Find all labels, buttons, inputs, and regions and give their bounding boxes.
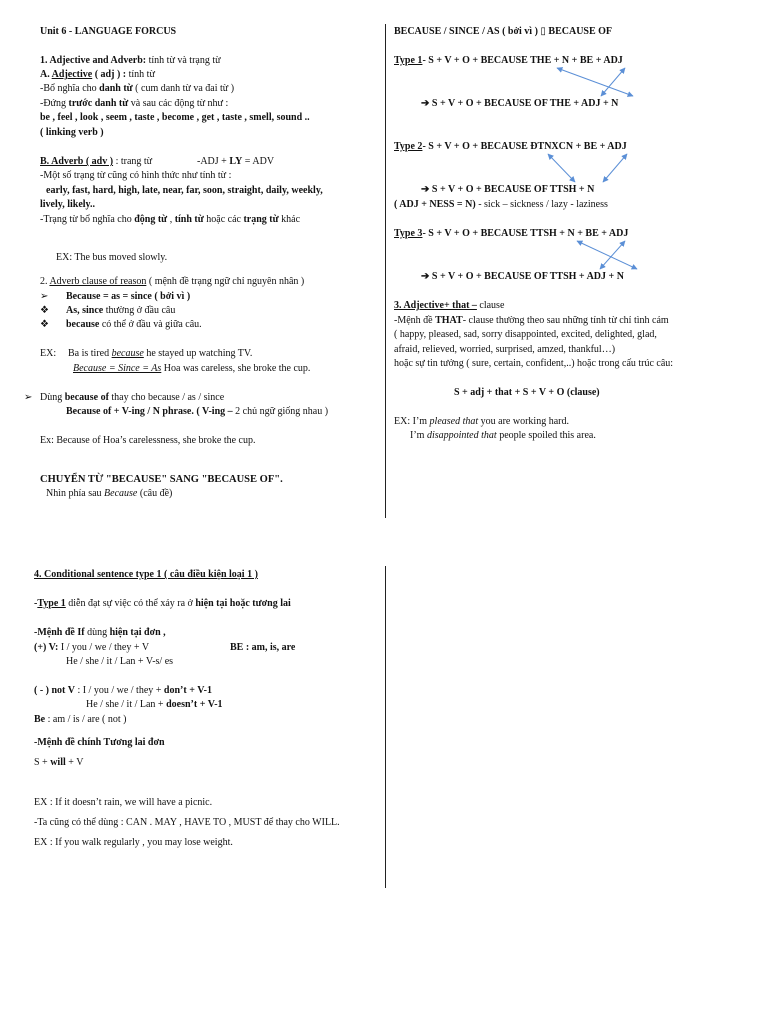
type-2-arrow-adj (603, 154, 627, 182)
example-because: Ba is tired because he stayed up watching TV. (68, 348, 253, 359)
section-3-line-2: ( happy, pleased, sad, sorry disappointed, excited, delighted, glad, (394, 329, 657, 340)
adjective-rule-2: -Đứng trước danh từ và sau các động từ như : (40, 98, 229, 109)
example-label: EX: (40, 348, 57, 359)
diamond-bullet-icon: ❖ (40, 319, 49, 330)
type-1-arrow-adj (601, 68, 625, 96)
section-2-heading: 2. Adverb clause of reason ( mệnh đề trạng ngữ chỉ nguyên nhân ) (40, 276, 305, 287)
type-1-result: ➔ S + V + O + BECAUSE OF THE + ADJ + N (421, 98, 619, 109)
linking-verbs-label: ( linking verb ) (40, 127, 104, 138)
type-3-result: ➔ S + V + O + BECAUSE OF TTSH + ADJ + N (421, 271, 624, 282)
type-2-formula: Type 2- S + V + O + BECAUSE ĐTNXCN + BE + ADJ (394, 141, 627, 152)
type-1-description: -Type 1 diễn đạt sự việc có thể xảy ra ở hiện tại hoặc tương lai (34, 598, 291, 609)
be-negative: Be : am / is / are ( not ) (34, 714, 127, 725)
conversion-heading: CHUYỂN TỪ "BECAUSE" SANG "BECAUSE OF". (40, 474, 283, 485)
section-3-line-1: -Mệnh đề THAT- clause thường theo sau những tính từ chỉ tình cảm (394, 315, 669, 326)
because-rule-1: ➢ Because = as = since ( bởi vì ) (40, 291, 191, 302)
type-1-arrow-n (557, 68, 633, 96)
main-clause-heading: -Mệnh đề chính Tương lai đơn (34, 737, 165, 748)
top-column-divider (385, 24, 386, 518)
example-bus: EX: The bus moved slowly. (56, 252, 168, 263)
because-of-rule: ➢ Dùng because of thay cho because / as / since (24, 392, 225, 403)
example-pleased: EX: I’m pleased that you are working hard. (394, 416, 569, 427)
type-3-arrow-n (577, 241, 637, 269)
arrow-bullet-icon: ➢ (24, 392, 33, 403)
section-3-line-3: afraid, relieved, worried, surprised, amzed, thankful…) (394, 344, 616, 355)
adjective-rule-1: -Bổ nghĩa cho danh từ ( cum danh từ va đai từ ) (40, 83, 235, 94)
adverb-heading: B. Adverb ( adv ) : trang từ (40, 156, 153, 167)
positive-form-third-person: He / she / it / Lan + V-s/ es (66, 656, 174, 667)
linking-verbs-list: be , feel , look , seem , taste , become , get , taste , smell, sound .. (40, 112, 310, 123)
bottom-column-divider (385, 566, 386, 888)
example-picnic: EX : If it doesn’t rain, we will have a picnic. (34, 797, 213, 808)
type-1-formula: Type 1- S + V + O + BECAUSE THE + N + BE + ADJ (394, 55, 623, 66)
adverb-list-1: early, fast, hard, high, late, near, far, soon, straight, daily, weekly, (46, 185, 323, 196)
because-rule-3: ❖ because có thể ở đầu và giữa câu. (40, 319, 202, 330)
conditional-title: 4. Conditional sentence type 1 ( câu điều kiện loại 1 ) (34, 569, 258, 580)
section-3-heading: 3. Adjective+ that – clause (394, 300, 505, 311)
adjective-heading: A. Adjective ( adj ) : tính từ (40, 69, 155, 80)
because-rule-2: ❖ As, since thường ở đầu câu (40, 305, 176, 316)
adj-that-formula: S + adj + that + S + V + O (clause) (454, 387, 600, 398)
because-of-title: BECAUSE / SINCE / AS ( bởi vì ) ▯ BECAUSE OF (394, 26, 613, 37)
adverb-rule-3: -Trạng từ bổ nghĩa cho động từ , tính từ hoặc các trạng từ khác (40, 214, 301, 225)
negative-form-third-person: He / she / it / Lan + doesn’t + V-1 (86, 699, 223, 710)
type-2-arrow-n (548, 154, 575, 182)
section-1-heading: 1. Adjective and Adverb: tính từ và trạng từ (40, 55, 221, 66)
example-disappointed: I’m disappointed that people spoiled this area. (410, 430, 596, 441)
diamond-bullet-icon: ❖ (40, 305, 49, 316)
positive-form: (+) V: I / you / we / they + V (34, 642, 150, 653)
section-3-line-4: hoặc sự tin tưởng ( sure, certain, confident,..) hoặc trong cấu trúc câu: (394, 358, 674, 369)
example-since-as: Because = Since = As Hoa was careless, she broke the cup. (73, 363, 311, 374)
adverb-rule-1: -Một số trạng từ cũng có hình thức như tính từ : (40, 170, 232, 181)
negative-form: ( - ) not V : I / you / we / they + don’t + V-1 (34, 685, 213, 696)
because-of-structure: Because of + V-ing / N phrase. ( V-ing – 2 chủ ngữ giống nhau ) (66, 406, 329, 417)
be-forms: BE : am, is, are (230, 642, 296, 653)
conversion-note: Nhìn phía sau Because (câu đề) (46, 488, 173, 499)
example-carelessness: Ex: Because of Hoa’s carelessness, she broke the cup. (40, 435, 256, 446)
type-2-result: ➔ S + V + O + BECAUSE OF TTSH + N (421, 184, 595, 195)
modal-note: -Ta cũng có thể dùng : CAN . MAY , HAVE TO , MUST để thay cho WILL. (34, 817, 340, 828)
arrow-bullet-icon: ➢ (40, 291, 49, 302)
adverb-formula: -ADJ + LY = ADV (197, 156, 275, 167)
if-clause-heading: -Mệnh đề If dùng hiện tại đơn , (34, 627, 166, 638)
main-clause-formula: S + will + V (34, 757, 84, 768)
unit-title: Unit 6 - LANGUAGE FORCUS (40, 26, 177, 37)
example-walk: EX : If you walk regularly , you may lose weight. (34, 837, 233, 848)
type-3-formula: Type 3- S + V + O + BECAUSE TTSH + N + BE + ADJ (394, 228, 629, 239)
adverb-list-2: lively, likely.. (40, 199, 96, 210)
type-3-arrow-adj (600, 241, 625, 269)
type-2-note: ( ADJ + NESS = N) - sick – sickness / lazy - laziness (394, 199, 608, 210)
